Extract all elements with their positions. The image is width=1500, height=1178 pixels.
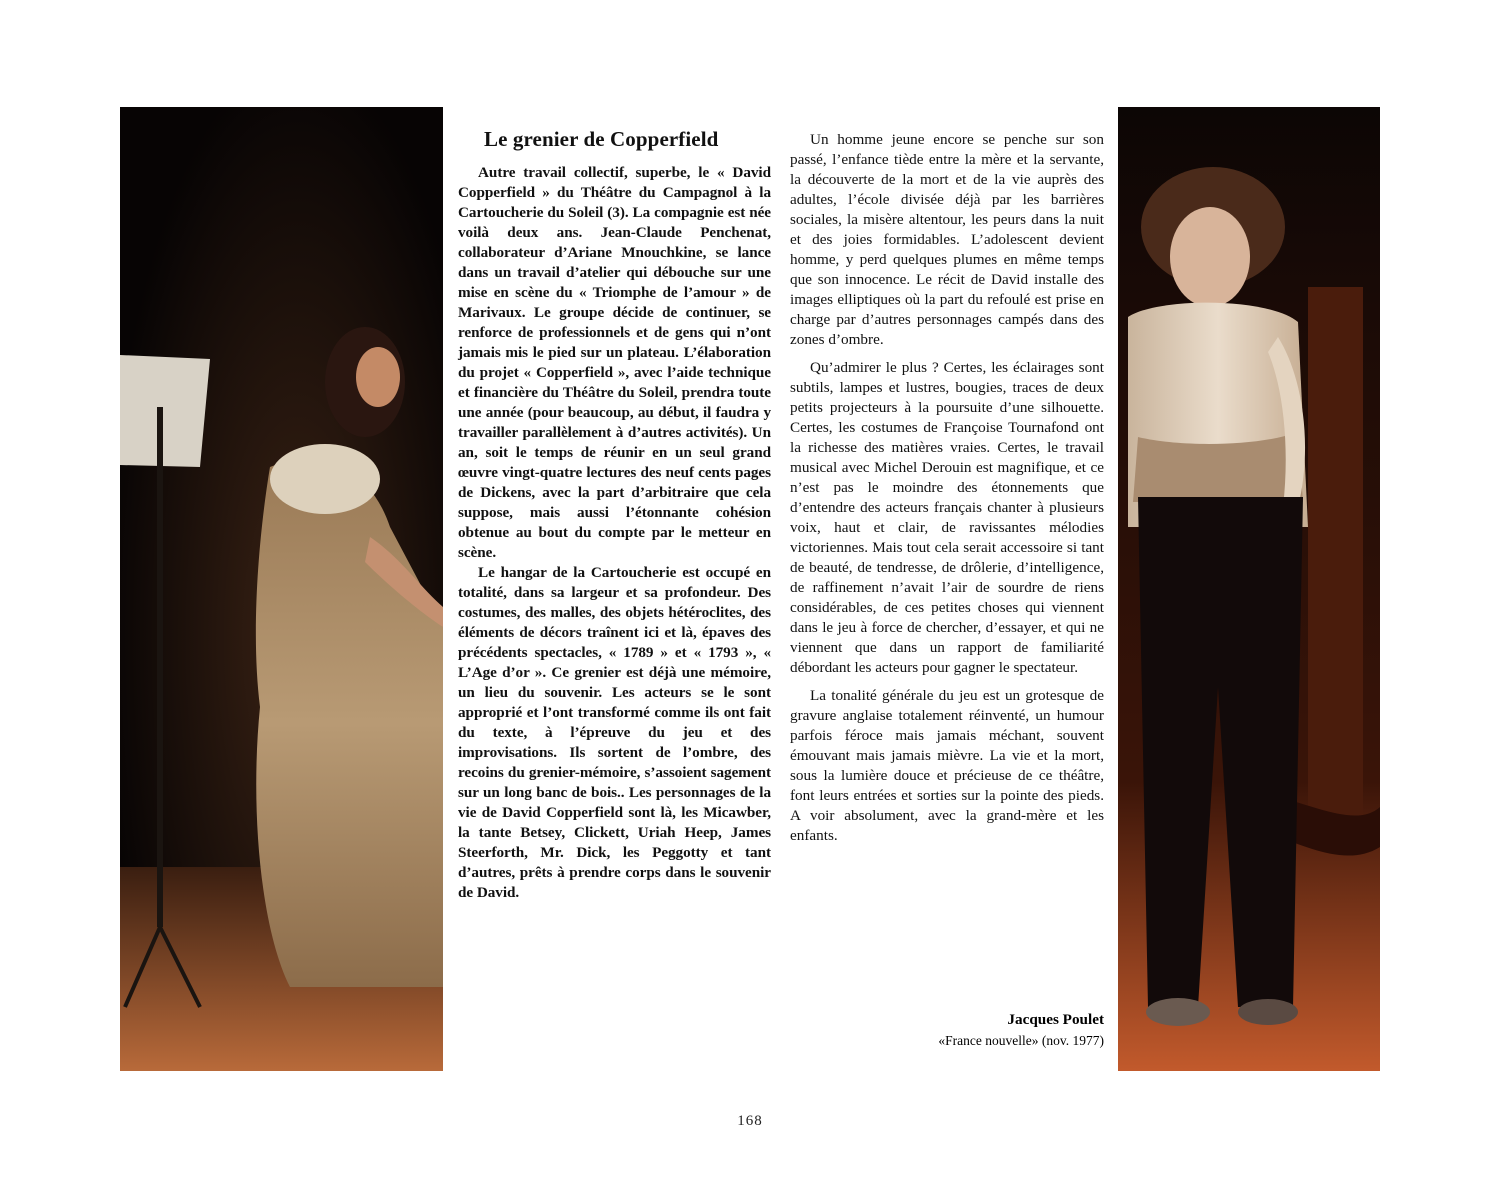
page-number: 168 — [737, 1113, 763, 1129]
photo-actress-singing — [120, 107, 443, 1071]
photo-actress-singing-image — [120, 107, 443, 1071]
article-source: «France nouvelle» (nov. 1977) — [938, 1033, 1104, 1048]
article-column-right — [790, 130, 1104, 846]
photo-young-actor — [1118, 107, 1380, 1071]
author-name: Jacques Poulet — [1007, 1011, 1104, 1028]
article-title: Le grenier de Copperfield — [484, 127, 719, 151]
article-paragraph: Le hangar de la Cartoucherie est occupé en totalité, dans sa largeur et sa profondeur. Des costumes, des malles, des objets hétéroclites, des éléments de décors traînent ici et là, épaves des précédents spectacles, « 1789 » et « 1793 », « L’Age d’or ». Ce grenier est déjà une mémoire, un lieu du souvenir. Les acteurs se le sont approprié et l’ont transformé comme ils ont fait du texte, à l’épreuve du jeu et des improvisations. Ils sortent de l’ombre, des recoins du grenier-mémoire, s’assoient sagement sur un long banc de bois.. Les personnages de la vie de David Copperfield sont là, les Micawber, la tante Betsey, Clickett, Uriah Heep, James Steerforth, Mr. Dick, les Peggotty et tant d’autres, prêts à prendre corps dans le souvenir de David. — [458, 564, 771, 901]
article-paragraph: Un homme jeune encore se penche sur son passé, l’enfance tiède entre la mère et la servante, la découverte de la mort et de la vie auprès des adultes, l’école divisée déjà par les barrières sociales, la misère altentour, les peurs dans la nuit et des joies formidables. L’adolescent devient homme, y perd quelques plumes en même temps que son innocence. Le récit de David installe des images elliptiques où la part du refoulé est prise en charge par d’autres personnages campés dans des zones d’ombre. — [790, 131, 1104, 348]
article-column-left — [458, 125, 771, 903]
article-paragraph: La tonalité générale du jeu est un grotesque de gravure anglaise totalement réinventé, un humour parfois féroce mais jamais méchant, souvent émouvant mais jamais mièvre. La vie et la mort, sous la lumière douce et précieuse de ce théâtre, font leurs entrées et sorties sur la pointe des pieds. A voir absolument, avec la grand-mère et les enfants. — [790, 687, 1104, 844]
article-paragraph: Autre travail collectif, superbe, le « David Copperfield » du Théâtre du Campagnol à la Cartoucherie du Soleil (3). La compagnie est née voilà deux ans. Jean-Claude Penchenat, collaborateur d’Ariane Mnouchkine, se lance dans un travail d’atelier qui débouche sur une mise en scène du « Triomphe de l’amour » de Marivaux. Le groupe décide de continuer, se renforce de professionnels et de gens qui n’ont jamais mis le pied sur un plateau. L’élaboration du projet « Copperfield », avec l’aide technique et financière du Théâtre du Soleil, prendra toute une année (pour beaucoup, au début, il faudra y travailler parallèlement à d’autres activités). Un an, soit le temps de réunir en un seul grand œuvre vingt-quatre lectures des neuf cents pages de Dickens, avec la part d’arbitraire que cela suppose, mais aussi l’étonnante cohésion obtenue au bout du compte par le metteur en scène. — [458, 164, 771, 561]
article-signature — [790, 1010, 1104, 1052]
photo-young-actor-image — [1118, 107, 1380, 1071]
article-paragraph: Qu’admirer le plus ? Certes, les éclairages sont subtils, lampes et lustres, bougies, traces de deux petits projecteurs à la poursuite d’une silhouette. Certes, les costumes de Françoise Tournafond ont la richesse des matières vraies. Certes, le travail musical avec Michel Derouin est magnifique, et ce n’est pas le moindre des étonnements que d’entendre des acteurs français chanter à plusieurs voix, haut et clair, de ravissantes mélodies victoriennes. Mais tout cela serait accessoire si tant de beauté, de tendresse, de drôlerie, d’intelligence, de raffinement n’avait l’air de sourdre de riens considérables, de ces petites choses qui viennent dans le jeu à force de chercher, d’essayer, et qui ne viennent que dans un rapport de familiarité débordant les acteurs pour gagner le spectateur. — [790, 359, 1104, 676]
